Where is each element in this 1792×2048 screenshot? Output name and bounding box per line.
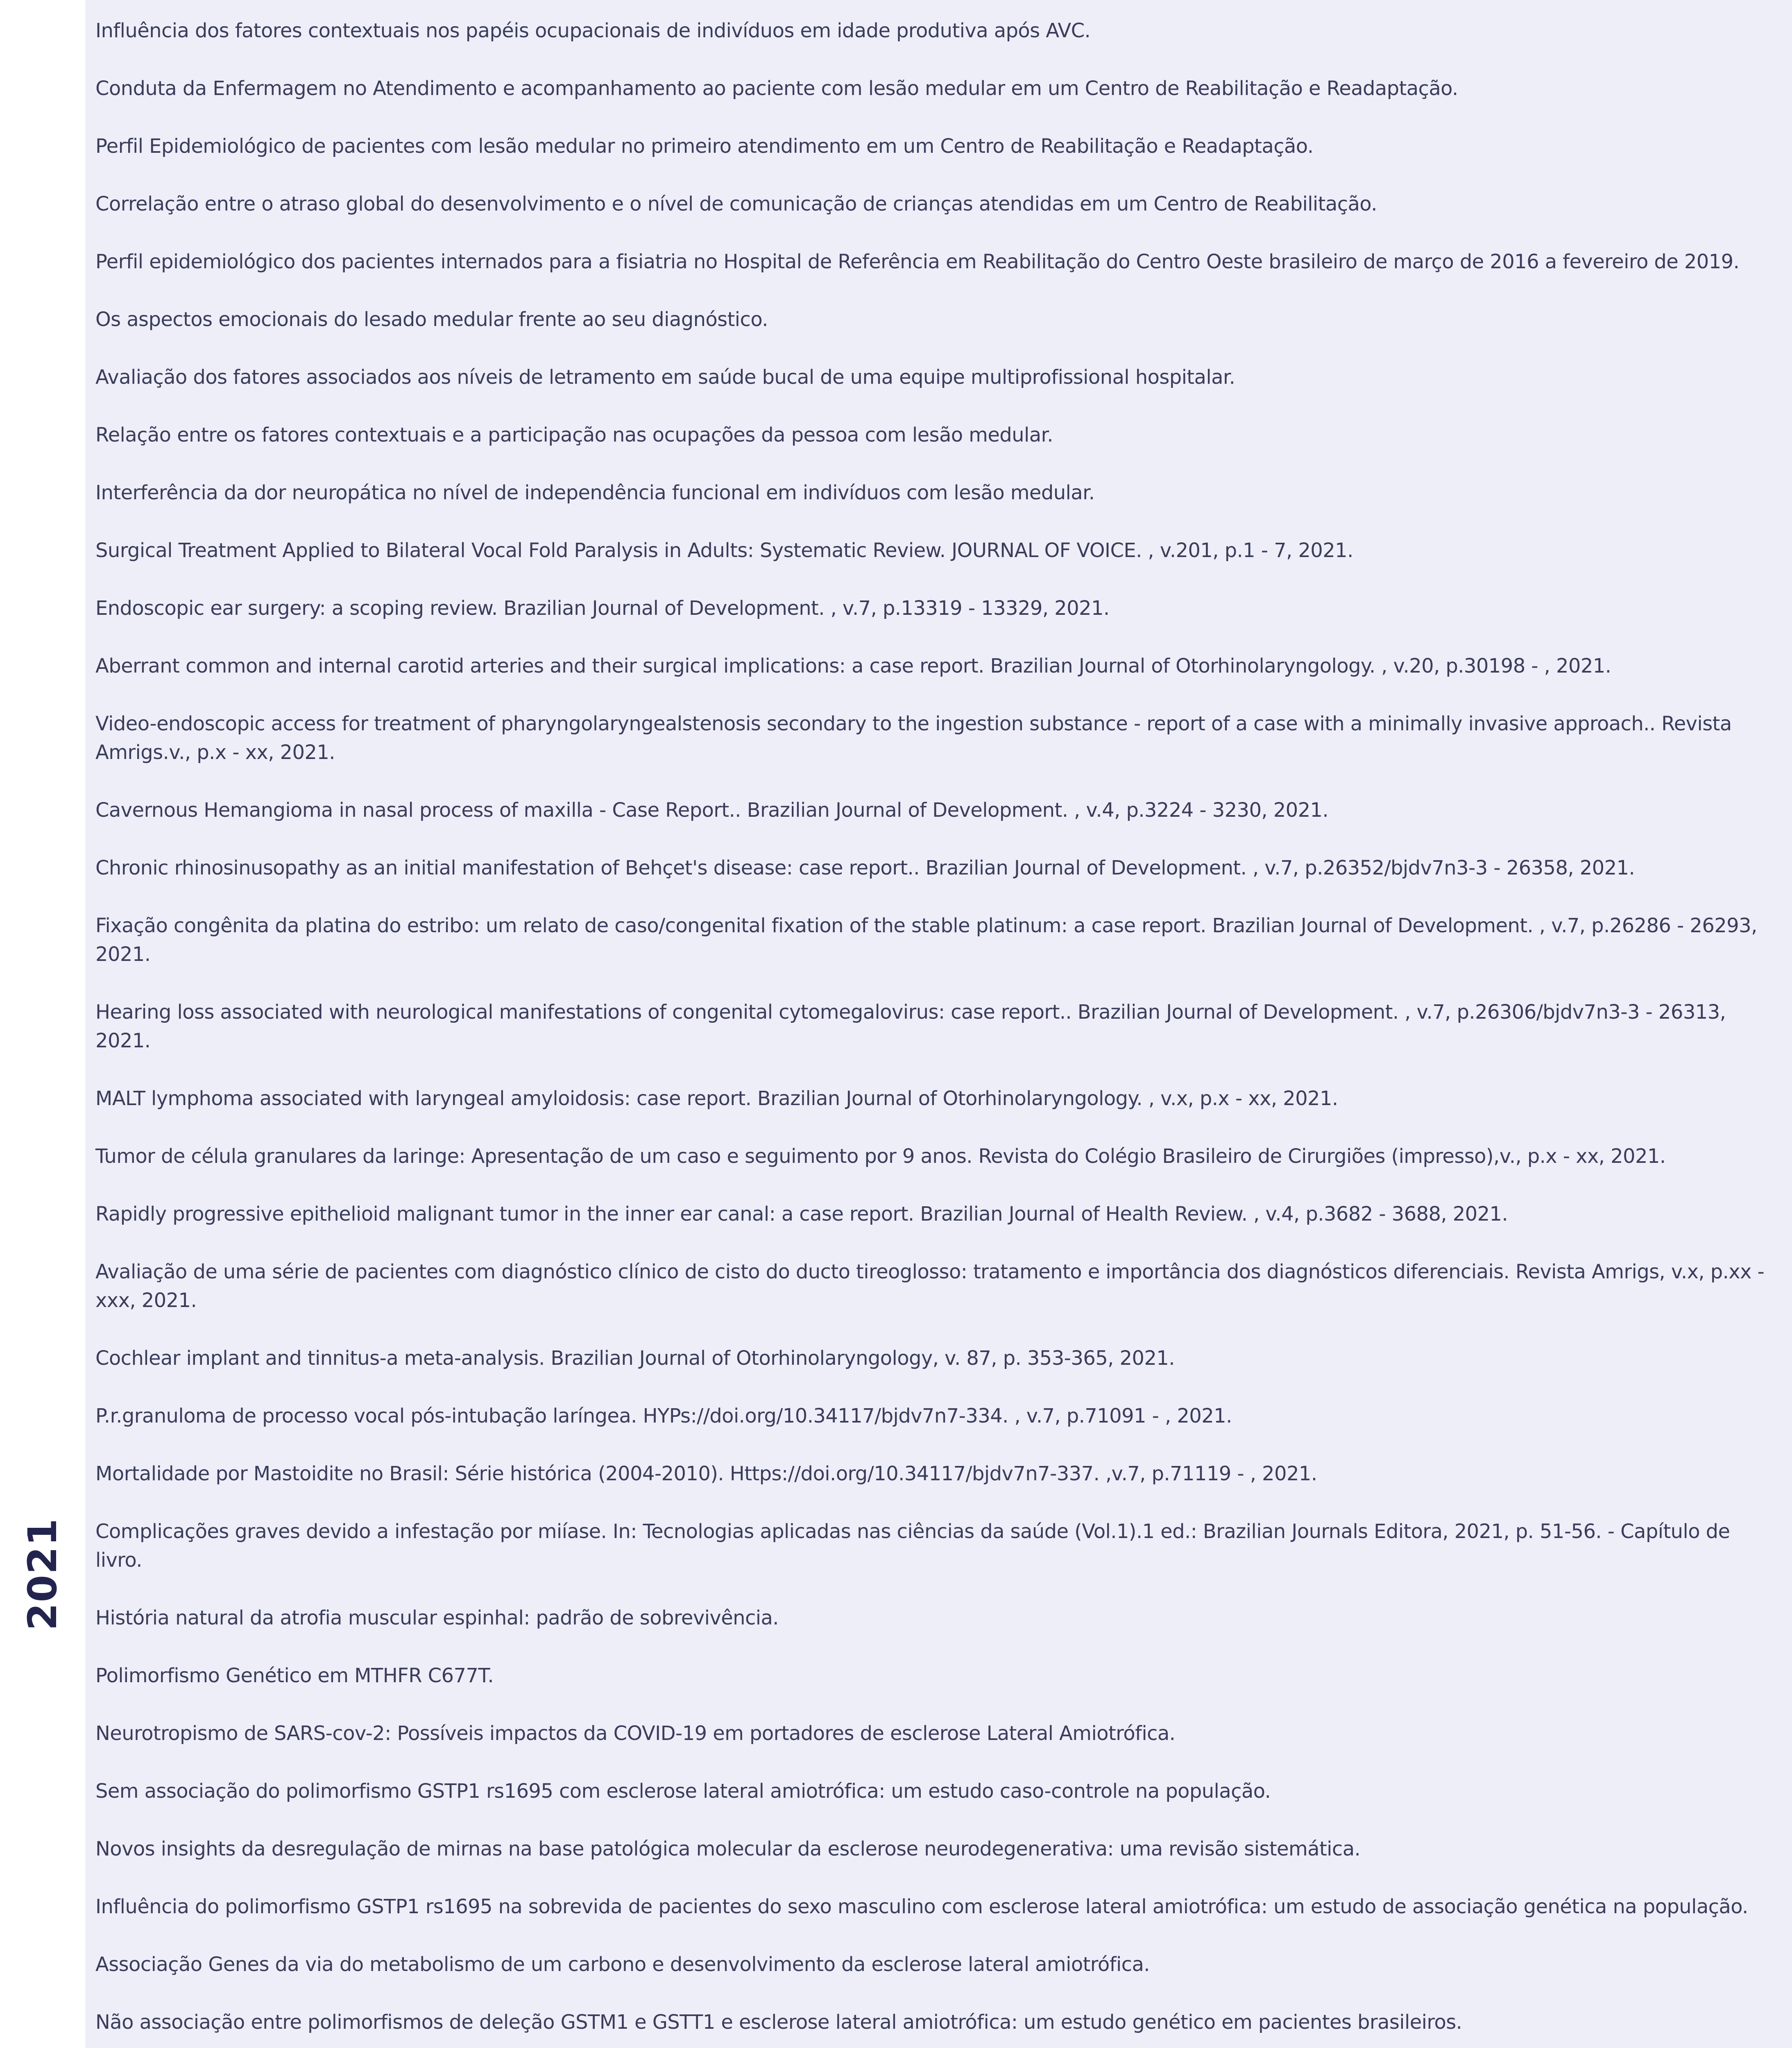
publication-item: Perfil Epidemiológico de pacientes com lesão medular no primeiro atendimento em um Centro de Reabilitação e Readaptação. — [95, 135, 1314, 158]
publication-item: História natural da atrofia muscular espinhal: padrão de sobrevivência. — [95, 1606, 779, 1629]
publication-item: MALT lymphoma associated with laryngeal amyloidosis: case report. Brazilian Journal of Otorhinolaryngology. , v.x, p.x - xx, 2021. — [95, 1087, 1338, 1110]
publication-item: Perfil epidemiológico dos pacientes internados para a fisiatria no Hospital de Referência em Reabilitação do Centro Oeste brasileiro de março de 2016 a fevereiro de 2019. — [95, 250, 1740, 273]
publication-item: Chronic rhinosinusopathy as an initial manifestation of Behçet's disease: case report.. Brazilian Journal of Development. , v.7, p.26352/bjdv7n3-3 - 26358, 2021. — [95, 856, 1635, 879]
publication-item: Relação entre os fatores contextuais e a participação nas ocupações da pessoa com lesão medular. — [95, 424, 1053, 446]
publication-list-panel — [85, 0, 1792, 2048]
publication-item: Influência do polimorfismo GSTP1 rs1695 na sobrevida de pacientes do sexo masculino com esclerose lateral amiotrófica: um estudo de associação genética na população. — [95, 1895, 1748, 1918]
year-column — [0, 0, 85, 2048]
publication-item: Correlação entre o atraso global do desenvolvimento e o nível de comunicação de crianças atendidas em um Centro de Reabilitação. — [95, 193, 1377, 215]
publication-item: Conduta da Enfermagem no Atendimento e acompanhamento ao paciente com lesão medular em um Centro de Reabilitação e Readaptação. — [95, 77, 1458, 100]
publication-item: Tumor de célula granulares da laringe: Apresentação de um caso e seguimento por 9 anos. Revista do Colégio Brasileiro de Cirurgiões (impresso),v., p.x - xx, 2021. — [95, 1145, 1666, 1168]
publication-item: Avaliação de uma série de pacientes com diagnóstico clínico de cisto do ducto tireoglosso: tratamento e importância dos diagnósticos diferenciais. Revista Amrigs, v.x, p.xx - xxx, 2021. — [95, 1260, 1765, 1312]
publication-item: Cavernous Hemangioma in nasal process of maxilla - Case Report.. Brazilian Journal of Development. , v.4, p.3224 - 3230, 2021. — [95, 799, 1329, 822]
publication-item: Fixação congênita da platina do estribo: um relato de caso/congenital fixation of the stable platinum: a case report. Brazilian Journal of Development. , v.7, p.26286 - 26293, 2021. — [95, 914, 1757, 966]
publication-item: Não associação entre polimorfismos de deleção GSTM1 e GSTT1 e esclerose lateral amiotrófica: um estudo genético em pacientes brasileiros. — [95, 2011, 1462, 2034]
publication-item: Rapidly progressive epithelioid malignant tumor in the inner ear canal: a case report. Brazilian Journal of Health Review. , v.4, p.3682 - 3688, 2021. — [95, 1203, 1508, 1226]
publication-item: Complicações graves devido a infestação por miíase. In: Tecnologias aplicadas nas ciências da saúde (Vol.1).1 ed.: Brazilian Journals Editora, 2021, p. 51-56. - Capítulo de livro. — [95, 1520, 1730, 1572]
publication-item: Novos insights da desregulação de mirnas na base patológica molecular da esclerose neurodegenerativa: uma revisão sistemática. — [95, 1837, 1361, 1860]
year-label: 2021 — [20, 1518, 66, 1631]
publication-item: Video-endoscopic access for treatment of pharyngolaryngealstenosis secondary to the ingestion substance - report of a case with a minimally invasive approach.. Revista Amrigs.v., p.x - xx, 2021. — [95, 712, 1732, 764]
publication-item: Polimorfismo Genético em MTHFR C677T. — [95, 1664, 494, 1687]
publication-item: Sem associação do polimorfismo GSTP1 rs1695 com esclerose lateral amiotrófica: um estudo caso-controle na população. — [95, 1780, 1271, 1803]
publication-item: Hearing loss associated with neurological manifestations of congenital cytomegalovirus: case report.. Brazilian Journal of Development. , v.7, p.26306/bjdv7n3-3 - 26313, 2021. — [95, 1001, 1726, 1052]
publication-item: Os aspectos emocionais do lesado medular frente ao seu diagnóstico. — [95, 308, 768, 331]
publication-item: Influência dos fatores contextuais nos papéis ocupacionais de indivíduos em idade produtiva após AVC. — [95, 19, 1091, 42]
publication-item: Cochlear implant and tinnitus-a meta-analysis. Brazilian Journal of Otorhinolaryngology, v. 87, p. 353-365, 2021. — [95, 1347, 1175, 1370]
publication-item: Aberrant common and internal carotid arteries and their surgical implications: a case report. Brazilian Journal of Otorhinolaryngology. , v.20, p.30198 - , 2021. — [95, 655, 1611, 677]
publication-item: Surgical Treatment Applied to Bilateral Vocal Fold Paralysis in Adults: Systematic Review. JOURNAL OF VOICE. , v.201, p.1 - 7, 2021. — [95, 539, 1353, 562]
publication-item: Endoscopic ear surgery: a scoping review. Brazilian Journal of Development. , v.7, p.13319 - 13329, 2021. — [95, 597, 1110, 620]
publication-item: Associação Genes da via do metabolismo de um carbono e desenvolvimento da esclerose lateral amiotrófica. — [95, 1953, 1150, 1976]
publication-item: Neurotropismo de SARS-cov-2: Possíveis impactos da COVID-19 em portadores de esclerose Lateral Amiotrófica. — [95, 1722, 1176, 1745]
publication-item: P.r.granuloma de processo vocal pós-intubação laríngea. HYPs://doi.org/10.34117/bjdv7n7-334. , v.7, p.71091 - , 2021. — [95, 1405, 1232, 1427]
publication-item: Mortalidade por Mastoidite no Brasil: Série histórica (2004-2010). Https://doi.org/10.34117/bjdv7n7-337. ,v.7, p.71119 - , 2021. — [95, 1462, 1317, 1485]
publication-item: Avaliação dos fatores associados aos níveis de letramento em saúde bucal de uma equipe multiprofissional hospitalar. — [95, 366, 1235, 389]
publication-item: Interferência da dor neuropática no nível de independência funcional em indivíduos com lesão medular. — [95, 481, 1095, 504]
publication-list — [85, 0, 1792, 2048]
